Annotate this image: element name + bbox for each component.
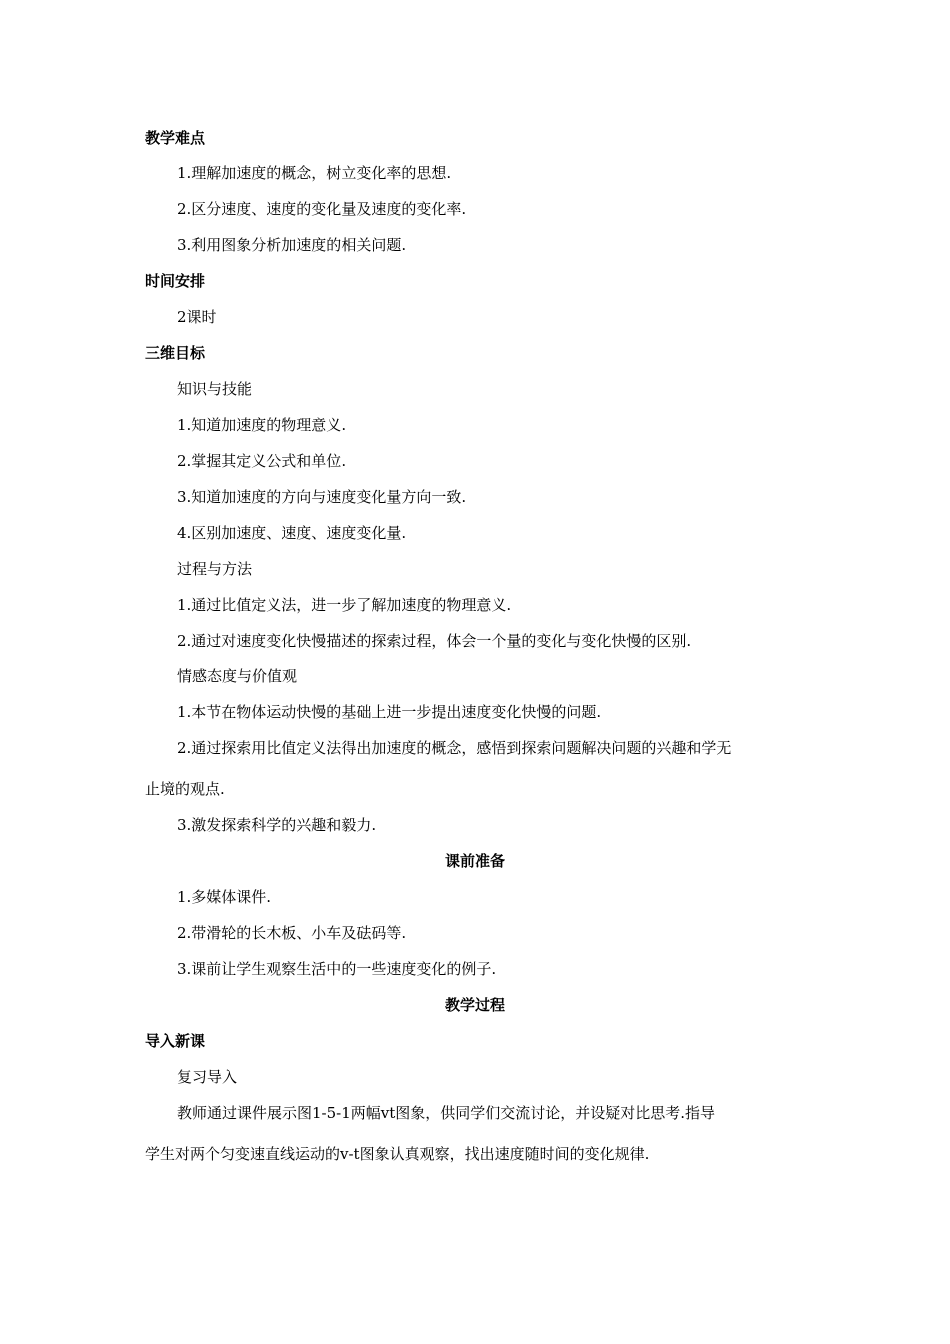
knowledge-subheading: 知识与技能 bbox=[177, 380, 253, 398]
process-item: 2.通过对速度变化快慢描述的探索过程，体会一个量的变化与变化快慢的区别. bbox=[177, 632, 692, 650]
attitude-item: 1.本节在物体运动快慢的基础上进一步提出速度变化快慢的问题. bbox=[177, 703, 602, 721]
intro-subheading: 复习导入 bbox=[177, 1068, 238, 1086]
difficulty-item: 2.区分速度、速度的变化量及速度的变化率. bbox=[177, 200, 467, 218]
difficulty-item: 1.理解加速度的概念，树立变化率的思想. bbox=[177, 164, 452, 182]
intro-heading: 导入新课 bbox=[145, 1032, 206, 1050]
difficulty-heading: 教学难点 bbox=[145, 129, 206, 147]
knowledge-item: 4.区别加速度、速度、速度变化量. bbox=[177, 524, 407, 542]
preparation-heading: 课前准备 bbox=[444, 852, 505, 870]
process-subheading: 过程与方法 bbox=[177, 560, 253, 578]
intro-paragraph-line: 教师通过课件展示图1-5-1两幅vt图象，供同学们交流讨论，并设疑对比思考.指导 bbox=[177, 1104, 716, 1122]
process-item: 1.通过比值定义法，进一步了解加速度的物理意义. bbox=[177, 596, 512, 614]
preparation-item: 3.课前让学生观察生活中的一些速度变化的例子. bbox=[177, 960, 497, 978]
objectives-heading: 三维目标 bbox=[145, 344, 206, 362]
knowledge-item: 3.知道加速度的方向与速度变化量方向一致. bbox=[177, 488, 467, 506]
schedule-heading: 时间安排 bbox=[145, 272, 206, 290]
attitude-item-continuation: 止境的观点. bbox=[145, 780, 225, 798]
preparation-item: 1.多媒体课件. bbox=[177, 888, 272, 906]
teaching-process-heading: 教学过程 bbox=[444, 996, 505, 1014]
intro-paragraph-line: 学生对两个匀变速直线运动的v-t图象认真观察，找出速度随时间的变化规律. bbox=[145, 1145, 650, 1163]
attitude-item: 2.通过探索用比值定义法得出加速度的概念，感悟到探索问题解决问题的兴趣和学无 bbox=[177, 739, 732, 757]
schedule-value: 2课时 bbox=[177, 308, 217, 326]
knowledge-item: 2.掌握其定义公式和单位. bbox=[177, 452, 347, 470]
knowledge-item: 1.知道加速度的物理意义. bbox=[177, 416, 347, 434]
attitude-item: 3.激发探索科学的兴趣和毅力. bbox=[177, 816, 377, 834]
preparation-item: 2.带滑轮的长木板、小车及砝码等. bbox=[177, 924, 407, 942]
attitude-subheading: 情感态度与价值观 bbox=[177, 667, 298, 685]
difficulty-item: 3.利用图象分析加速度的相关问题. bbox=[177, 236, 407, 254]
